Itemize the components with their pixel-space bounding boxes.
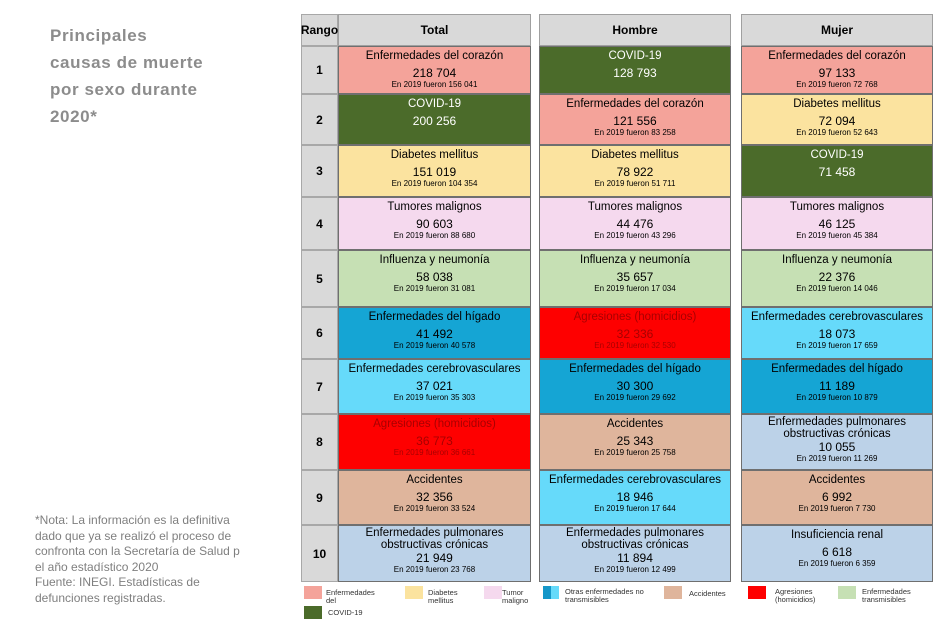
cause-value: 10 055: [818, 440, 856, 454]
previous-year: En 2019 fueron 31 081: [393, 284, 476, 293]
table-cell: [338, 359, 531, 414]
cause-label: Enfermedades cerebrovasculares: [348, 363, 521, 375]
previous-year: En 2019 fueron 51 711: [594, 179, 676, 188]
cause-label: Influenza y neumonía: [379, 254, 490, 266]
previous-year: En 2019 fueron 35 303: [393, 393, 476, 402]
cause-value: 200 256: [412, 114, 457, 128]
cause-value: 97 133: [818, 66, 856, 80]
cause-value: 6 618: [821, 545, 853, 559]
cause-label: Enfermedades del corazón: [365, 50, 504, 62]
page-title: [50, 22, 270, 130]
table-cell: [741, 470, 933, 525]
cause-value: 32 336: [616, 327, 654, 341]
table-cell: [539, 94, 731, 145]
previous-year: En 2019 fueron 104 354: [391, 179, 478, 188]
cause-value: 18 073: [818, 327, 856, 341]
table-cell: [539, 197, 731, 250]
previous-year: En 2019 fueron 6 359: [798, 559, 876, 568]
cause-value: 11 189: [819, 379, 855, 393]
cause-value: 121 556: [613, 114, 657, 128]
rank-cell: 10: [301, 525, 338, 582]
legend-swatch: [304, 606, 322, 619]
previous-year: En 2019 fueron 88 680: [393, 231, 476, 240]
cause-value: 30 300: [616, 379, 654, 393]
cause-label: Agresiones (homicidios): [373, 418, 496, 430]
legend-swatch: [543, 586, 559, 599]
legend-swatch: [664, 586, 682, 599]
legend-swatch: [748, 586, 766, 599]
cause-label: Tumores malignos: [789, 201, 885, 213]
cause-label: Tumores malignos: [387, 201, 482, 213]
title-line: causas de muerte: [50, 53, 204, 72]
table-cell: [741, 414, 933, 470]
cause-label: Insuficiencia renal: [790, 529, 884, 541]
previous-year: En 2019 fueron 72 768: [796, 80, 878, 89]
cause-value: 72 094: [818, 114, 856, 128]
column-total: [338, 14, 531, 614]
note-line: el año estadístico 2020: [35, 559, 159, 574]
cause-value: 11 894: [617, 551, 653, 565]
table-cell: [338, 470, 531, 525]
previous-year: En 2019 fueron 17 644: [594, 504, 676, 513]
previous-year: En 2019 fueron 43 296: [594, 231, 676, 240]
cause-label: Tumores malignos: [587, 201, 683, 213]
previous-year: En 2019 fueron 17 659: [796, 341, 878, 350]
previous-year: En 2019 fueron 33 524: [393, 504, 476, 513]
table-cell: [741, 197, 933, 250]
cause-label: Enfermedades del corazón: [768, 50, 906, 62]
rank-cell: 7: [301, 359, 338, 414]
title-line: por sexo durante: [50, 80, 198, 99]
cause-label: Agresiones (homicidios): [573, 311, 697, 323]
previous-year: En 2019 fueron 52 643: [796, 128, 878, 137]
cause-label: Enfermedades del corazón: [566, 98, 704, 110]
column-header: Mujer: [741, 14, 933, 46]
cause-label: Influenza y neumonía: [782, 254, 892, 266]
cause-label: COVID-19: [407, 98, 462, 110]
cause-label: Enfermedades del hígado: [569, 363, 701, 375]
footnote: [35, 513, 259, 606]
table-cell: [539, 250, 731, 307]
table-cell: [338, 145, 531, 197]
previous-year: En 2019 fueron 14 046: [796, 284, 878, 293]
cause-label: COVID-19: [608, 50, 662, 62]
title-line: 2020*: [50, 107, 98, 126]
rank-cell: 3: [301, 145, 338, 197]
cause-value: 25 343: [616, 434, 654, 448]
table-cell: [338, 307, 531, 359]
cause-value: 58 038: [416, 270, 453, 284]
previous-year: En 2019 fueron 83 258: [594, 128, 676, 137]
cause-label: Enfermedades del hígado: [368, 311, 501, 323]
rank-cell: 2: [301, 94, 338, 145]
legend-swatch: [405, 586, 423, 599]
rank-cell: 5: [301, 250, 338, 307]
table-cell: [338, 250, 531, 307]
table-cell: [741, 94, 933, 145]
cause-value: 41 492: [416, 327, 453, 341]
cause-label: COVID-19: [810, 149, 864, 161]
note-line: Fuente: INEGI. Estadísticas de: [35, 575, 200, 589]
legend-swatch: [304, 586, 322, 599]
table-cell: [539, 359, 731, 414]
previous-year: En 2019 fueron 36 661: [393, 448, 476, 457]
cause-value: 21 949: [416, 551, 453, 565]
previous-year: En 2019 fueron 10 879: [796, 393, 878, 402]
cause-label: Enfermedades cerebrovasculares: [549, 474, 721, 486]
cause-label: Enfermedades del hígado: [771, 363, 903, 375]
cause-value: 22 376: [818, 270, 856, 284]
table-cell: [338, 94, 531, 145]
cause-value: 46 125: [818, 217, 856, 231]
legend-label: Otras enfermedades no transmisibles: [565, 587, 644, 604]
previous-year: En 2019 fueron 32 530: [594, 341, 676, 350]
legend-label: Diabetes mellitus: [428, 588, 458, 605]
cause-value: 36 773: [416, 434, 453, 448]
rank-cell: 8: [301, 414, 338, 470]
previous-year: En 2019 fueron 12 499: [594, 565, 676, 574]
note-line: dado que ya se realizó el proceso de: [35, 528, 232, 543]
cause-value: 44 476: [616, 217, 654, 231]
legend-label: Accidentes: [689, 589, 726, 598]
table-cell: [539, 525, 731, 582]
table-cell: [741, 145, 933, 197]
table-cell: [741, 46, 933, 94]
rank-cell: 6: [301, 307, 338, 359]
previous-year: En 2019 fueron 17 034: [594, 284, 676, 293]
cause-value: 35 657: [616, 270, 654, 284]
table-cell: [539, 46, 731, 94]
column-mujer: [741, 14, 933, 614]
cause-label: Enfermedades pulmonares obstructivas crónicas: [365, 527, 504, 551]
cause-value: 151 019: [412, 165, 457, 179]
rank-cell: 4: [301, 197, 338, 250]
previous-year: En 2019 fueron 156 041: [391, 80, 478, 89]
previous-year: En 2019 fueron 23 768: [393, 565, 476, 574]
rank-cell: 9: [301, 470, 338, 525]
previous-year: En 2019 fueron 29 692: [594, 393, 676, 402]
table-cell: [741, 359, 933, 414]
table-cell: [741, 307, 933, 359]
cause-label: Enfermedades pulmonares obstructivas crónicas: [565, 527, 705, 551]
column-hombre: [539, 14, 731, 614]
cause-value: 218 704: [412, 66, 457, 80]
legend-label: COVID-19: [328, 608, 363, 617]
legend-label: Agresiones (homicidios): [775, 587, 816, 604]
cause-value: 18 946: [616, 490, 654, 504]
note-line: *Nota: La información es la definitiva: [35, 513, 230, 527]
previous-year: En 2019 fueron 7 730: [798, 504, 876, 513]
previous-year: En 2019 fueron 25 758: [594, 448, 676, 457]
cause-label: Accidentes: [606, 418, 664, 430]
table-cell: [539, 307, 731, 359]
cause-value: 37 021: [416, 379, 453, 393]
note-line: confronta con la Secretaría de Salud p: [35, 544, 240, 558]
cause-value: 71 458: [818, 165, 856, 179]
previous-year: En 2019 fueron 11 269: [796, 454, 878, 463]
table-cell: [338, 525, 531, 582]
table-cell: [539, 145, 731, 197]
cause-label: Diabetes mellitus: [591, 149, 679, 161]
column-header: Hombre: [539, 14, 731, 46]
table-cell: [338, 197, 531, 250]
rank-header: Rango: [301, 14, 338, 46]
legend-label: Enfermedades del: [326, 588, 375, 605]
cause-label: Accidentes: [406, 474, 463, 486]
title-line: Principales: [50, 26, 148, 45]
table-cell: [539, 470, 731, 525]
legend-swatch: [484, 586, 502, 599]
legend-label: Enfermedades transmisibles: [862, 587, 911, 604]
table-cell: [338, 414, 531, 470]
cause-label: Diabetes mellitus: [390, 149, 479, 161]
note-line: defunciones registradas.: [35, 590, 166, 605]
cause-label: Enfermedades cerebrovasculares: [751, 311, 923, 323]
cause-value: 90 603: [416, 217, 453, 231]
cause-label: Accidentes: [808, 474, 866, 486]
column-header: Total: [338, 14, 531, 46]
cause-label: Enfermedades pulmonares obstructivas crónicas: [767, 416, 907, 440]
cause-label: Influenza y neumonía: [580, 254, 690, 266]
table-cell: [741, 250, 933, 307]
cause-value: 6 992: [821, 490, 853, 504]
cause-value: 78 922: [616, 165, 654, 179]
cause-label: Diabetes mellitus: [793, 98, 881, 110]
cause-value: 128 793: [613, 66, 657, 80]
legend-label: Tumor maligno: [502, 588, 529, 605]
previous-year: En 2019 fueron 40 578: [393, 341, 476, 350]
previous-year: En 2019 fueron 45 384: [796, 231, 878, 240]
table-cell: [539, 414, 731, 470]
table-cell: [741, 525, 933, 582]
legend-swatch: [838, 586, 856, 599]
rank-cell: 1: [301, 46, 338, 94]
cause-value: 32 356: [416, 490, 453, 504]
table-cell: [338, 46, 531, 94]
